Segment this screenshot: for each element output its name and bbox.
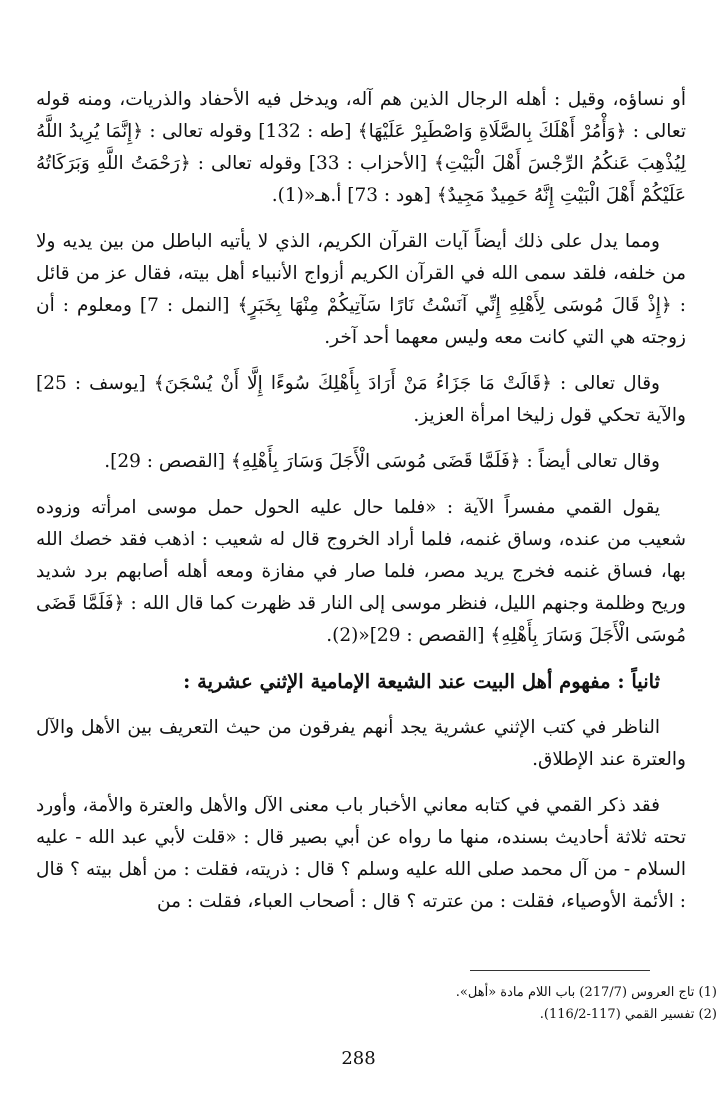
paragraph-4: وقال تعالى أيضاً : ﴿فَلَمَّا قَضَى مُوسَى الْأَجَلَ وَسَارَ بِأَهْلِهِ﴾ [القصص : 29]. bbox=[104, 451, 660, 472]
footnotes bbox=[67, 982, 717, 1026]
section-heading: ثانياً : مفهوم أهل البيت عند الشيعة الإمامية الإثني عشرية : bbox=[183, 670, 660, 693]
paragraph-2: ومما يدل على ذلك أيضاً آيات القرآن الكريم، الذي لا يأتيه الباطل من بين يديه ولا من خلفه، فلقد سمى الله في القرآن الكريم أزواج الأنبياء أهل بيته، فقال عز من قائل : ﴿إِذْ قَالَ مُوسَى لِأَهْلِهِ إِنِّي آنَسْتُ نَارًا سَآتِيكُمْ مِنْهَا بِخَبَرٍ﴾ [النمل : 7] ومعلوم : أن زوجته هي التي كانت معه وليس معهما أحد آخر. bbox=[36, 231, 686, 348]
footnote-2: (2) تفسير القمي (117-116/2). bbox=[539, 1007, 717, 1022]
paragraph-6: الناظر في كتب الإثني عشرية يجد أنهم يفرقون من حيث التعريف بين الأهل والآل والعترة عند الإطلاق. bbox=[36, 717, 686, 770]
footnote-divider bbox=[470, 970, 650, 971]
paragraph-7: فقد ذكر القمي في كتابه معاني الأخبار باب معنى الآل والأهل والعترة والأمة، وأورد تحته ثلاثة أحاديث بسنده، منها ما رواه عن أبي بصير قال : «قلت لأبي عبد الله - عليه السلام - من آل محمد صلى الله عليه وسلم ؟ قال : ذريته، فقلت : من أهل بيته ؟ قال : الأئمة الأوصياء، فقلت : من عترته ؟ قال : أصحاب العباء، فقلت : من bbox=[36, 795, 686, 912]
paragraph-1: أو نساؤه، وقيل : أهله الرجال الذين هم آله، ويدخل فيه الأحفاد والذريات، ومنه قوله تعالى : ﴿وَأْمُرْ أَهْلَكَ بِالصَّلَاةِ وَاصْطَبِرْ عَلَيْهَا﴾ [طه : 132] وقوله تعالى : ﴿إِنَّمَا يُرِيدُ اللَّهُ لِيُذْهِبَ عَنكُمُ الرِّجْسَ أَهْلَ الْبَيْتِ﴾ [الأحزاب : 33] وقوله تعالى : ﴿رَحْمَتُ اللَّهِ وَبَرَكَاتُهُ عَلَيْكُمْ أَهْلَ الْبَيْتِ إِنَّهُ حَمِيدٌ مَجِيدٌ﴾ [هود : 73] أ.هـ«(1). bbox=[36, 89, 686, 206]
footnote-1: (1) تاج العروس (217/7) باب اللام مادة «أهل». bbox=[455, 985, 717, 1000]
paragraph-3: وقال تعالى : ﴿قَالَتْ مَا جَزَاءُ مَنْ أَرَادَ بِأَهْلِكَ سُوءًا إِلَّا أَنْ يُسْجَنَ﴾ [يوسف : 25] والآية تحكي قول زليخا امرأة العزيز. bbox=[36, 373, 686, 426]
page-body bbox=[36, 84, 686, 1084]
paragraph-5: يقول القمي مفسراً الآية : «فلما حال عليه الحول حمل موسى امرأته وزوده شعيب من عنده، وساق غنمه، فلما أراد الخروج قال له شعيب : اذهب فقد خصك الله بها، فساق غنمه فخرج يريد مصر، فلما صار في مفازة ومعه أهله أصابهم برد شديد وريح وظلمة وجنهم الليل، فنظر موسى إلى النار قد ظهرت كما قال الله : ﴿فَلَمَّا قَضَى مُوسَى الْأَجَلَ وَسَارَ بِأَهْلِهِ﴾ [القصص : 29]«(2). bbox=[36, 497, 686, 646]
page-number: 288 bbox=[341, 1048, 376, 1069]
